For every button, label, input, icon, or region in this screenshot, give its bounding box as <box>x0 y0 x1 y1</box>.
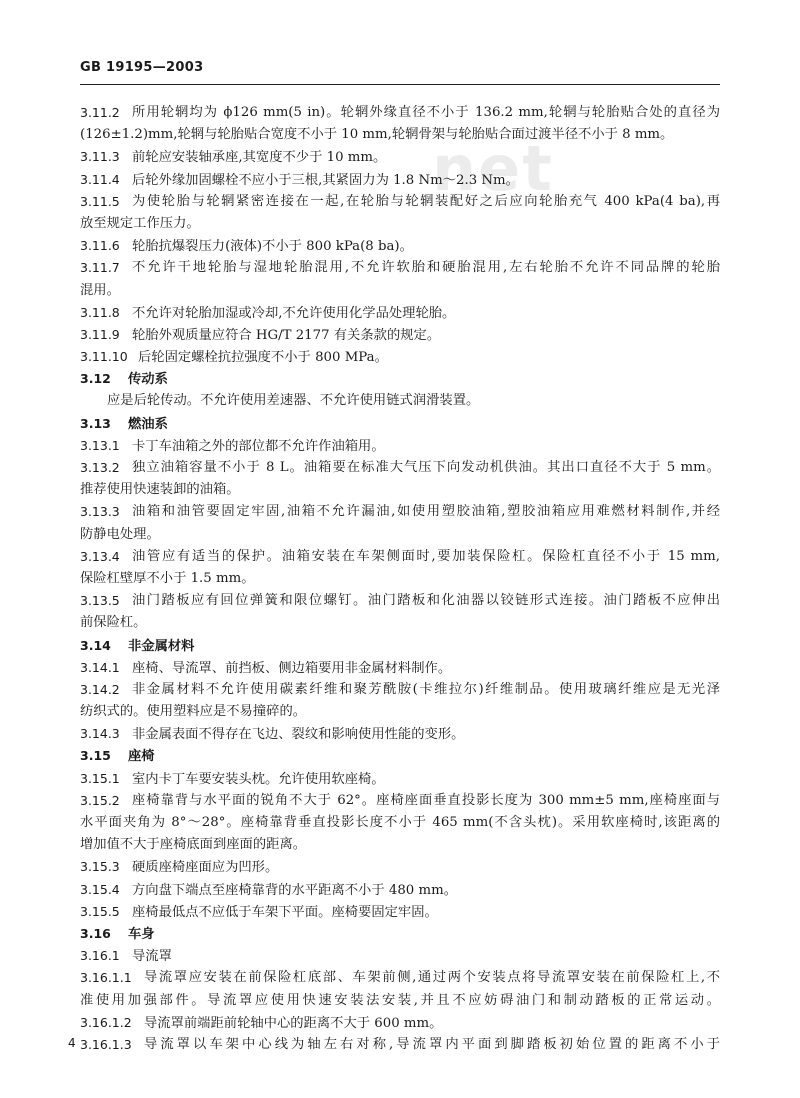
clause-number: 3.14.3 <box>80 726 120 742</box>
clause-text: 硬质座椅座面应为凹形。 <box>132 860 279 876</box>
clause-number: 3.16.1.1 <box>80 970 132 986</box>
clause-line <box>80 346 720 368</box>
page-number: 4 <box>68 1036 76 1050</box>
clause-number: 3.11.7 <box>80 260 120 276</box>
clause-text: 为使轮胎与轮辋紧密连接在一起,在轮胎与轮辋装配好之后应向轮胎充气 400 kPa(4 ba),再 <box>132 193 720 209</box>
clause-number: 3.11.4 <box>80 171 120 187</box>
document-body <box>80 102 720 1056</box>
clause-text: 保险杠壁厚不小于 1.5 mm。 <box>80 570 255 586</box>
section-heading <box>80 635 720 657</box>
clause-text: 非金属表面不得存在飞边、裂纹和影响使用性能的变形。 <box>132 727 465 743</box>
clause-number: 3.13.5 <box>80 593 120 609</box>
text-line <box>80 280 720 302</box>
clause-text: 不允许干地轮胎与湿地轮胎混用,不允许软胎和硬胎混用,左右轮胎不允许不同品牌的轮胎 <box>132 260 720 276</box>
clause-text: 前保险杠。 <box>80 615 147 631</box>
clause-line <box>80 790 720 812</box>
clause-line <box>80 590 720 612</box>
text-line <box>80 701 720 723</box>
clause-line <box>80 856 720 878</box>
clause-text: 导流罩 <box>132 949 172 965</box>
clause-line <box>80 1012 720 1034</box>
clause-text: 放至规定工作压力。 <box>80 215 200 231</box>
clause-text: 混用。 <box>80 282 120 298</box>
clause-text: 独立油箱容量不小于 8 L。油箱要在标准大气压下向发动机供油。其出口直径不大于 5 mm。 <box>132 460 720 475</box>
section-heading <box>80 368 720 390</box>
clause-number: 3.13.1 <box>80 437 120 453</box>
clause-line <box>80 146 720 168</box>
clause-text: 水平面夹角为 8°～28°。座椅靠背垂直投影长度不小于 465 mm(不含头枕)。采用软座椅时,该距离的 <box>80 815 720 830</box>
clause-text: 室内卡丁车要安装头枕。允许使用软座椅。 <box>132 771 385 787</box>
clause-text: 传动系 <box>128 372 168 388</box>
clause-text: 油管应有适当的保护。油箱安装在车架侧面时,要加装保险杠。保险杠直径不小于 15 mm, <box>132 548 720 564</box>
text-line <box>80 990 720 1012</box>
clause-text: 导流罩前端距前轮轴中心的距离不大于 600 mm。 <box>144 1015 443 1031</box>
section-heading <box>80 745 720 767</box>
clause-line <box>80 945 720 967</box>
clause-line <box>80 169 720 191</box>
clause-text: 不允许对轮胎加湿或冷却,不允许使用化学品处理轮胎。 <box>132 305 456 321</box>
header-rule <box>80 84 720 85</box>
clause-number: 3.11.5 <box>80 193 120 209</box>
clause-number: 3.12 <box>80 371 111 387</box>
clause-text: 应是后轮传动。不允许使用差速器、不允许使用链式润滑装置。 <box>107 393 480 409</box>
clause-text: 推荐使用快速装卸的油箱。 <box>80 482 240 498</box>
clause-text: 方向盘下端点至座椅靠背的水平距离不小于 480 mm。 <box>132 882 457 898</box>
watermark: net <box>432 132 554 205</box>
clause-text: 油箱和油管要固定牢固,油箱不允许漏油,如使用塑胶油箱,塑胶油箱应用难燃材料制作,并经 <box>132 504 720 520</box>
clause-text: 准使用加强部件。导流罩应使用快速安装法安装,并且不应妨碍油门和制动踏板的正常运动。 <box>80 992 720 1008</box>
clause-text: 座椅 <box>128 749 155 765</box>
text-line <box>80 612 720 634</box>
clause-text: 轮胎抗爆裂压力(液体)不小于 800 kPa(8 ba)。 <box>132 239 413 255</box>
clause-line <box>80 457 720 479</box>
clause-number: 3.15.3 <box>80 859 120 875</box>
clause-number: 3.13.4 <box>80 548 120 564</box>
clause-number: 3.15.5 <box>80 903 120 919</box>
clause-number: 3.11.2 <box>80 105 120 120</box>
clause-line <box>80 1034 720 1056</box>
clause-text: 导流罩应安装在前保险杠底部、车架前侧,通过两个安装点将导流罩安装在前保险杠上,不 <box>144 970 720 986</box>
clause-number: 3.16.1.2 <box>80 1014 132 1030</box>
text-line <box>80 124 720 146</box>
standard-header: GB 19195—2003 <box>80 60 204 75</box>
clause-number: 3.11.3 <box>80 149 120 165</box>
clause-line <box>80 302 720 324</box>
clause-line <box>80 102 720 124</box>
section-heading <box>80 923 720 945</box>
clause-number: 3.15.1 <box>80 770 120 786</box>
clause-number: 3.14.2 <box>80 681 120 697</box>
clause-text: 增加值不大于座椅底面到座面的距离。 <box>80 837 307 853</box>
clause-line <box>80 768 720 790</box>
clause-text: 非金属材料 <box>128 638 195 654</box>
clause-number: 3.15 <box>80 748 111 764</box>
text-line <box>80 834 720 856</box>
clause-number: 3.13 <box>80 415 111 431</box>
clause-number: 3.15.4 <box>80 881 120 897</box>
clause-text: 后轮固定螺栓抗拉强度不小于 800 MPa。 <box>138 350 388 366</box>
clause-text: 轮胎外观质量应符合 HG/T 2177 有关条款的规定。 <box>132 327 441 343</box>
section-heading <box>80 413 720 435</box>
clause-line <box>80 879 720 901</box>
clause-text: 车身 <box>128 926 155 942</box>
clause-number: 3.15.2 <box>80 792 120 808</box>
clause-text: 后轮外缘加固螺栓不应小于三根,其紧固力为 1.8 Nm～2.3 Nm。 <box>132 172 519 188</box>
clause-line <box>80 235 720 257</box>
clause-line <box>80 501 720 523</box>
clause-line <box>80 324 720 346</box>
clause-line <box>80 679 720 701</box>
clause-number: 3.11.10 <box>80 349 128 365</box>
text-line <box>80 812 720 834</box>
clause-number: 3.16.1.3 <box>80 1036 132 1052</box>
clause-text: 前轮应安装轴承座,其宽度不少于 10 mm。 <box>132 150 387 166</box>
clause-text: (126±1.2)mm,轮辋与轮胎贴合宽度不小于 10 mm,轮辋骨架与轮胎贴合面过渡半径不小于 8 mm。 <box>80 127 674 143</box>
clause-text: 防静电处理。 <box>80 526 160 542</box>
clause-number: 3.13.2 <box>80 460 120 475</box>
clause-text: 导流罩以车架中心线为轴左右对称,导流罩内平面到脚踏板初始位置的距离不小于 <box>144 1036 720 1052</box>
text-line <box>80 524 720 546</box>
clause-text: 座椅、导流罩、前挡板、侧边箱要用非金属材料制作。 <box>132 660 452 676</box>
clause-number: 3.11.8 <box>80 304 120 320</box>
clause-text: 油门踏板应有回位弹簧和限位螺钉。油门踏板和化油器以铰链形式连接。油门踏板不应伸出 <box>132 593 720 609</box>
clause-line <box>80 901 720 923</box>
clause-text: 燃油系 <box>128 416 168 432</box>
clause-number: 3.16 <box>80 925 111 941</box>
clause-number: 3.13.3 <box>80 504 120 520</box>
text-line <box>80 213 720 235</box>
clause-text: 座椅最低点不应低于车架下平面。座椅要固定牢固。 <box>132 904 438 920</box>
clause-line <box>80 257 720 279</box>
clause-text: 所用轮辋均为 ϕ126 mm(5 in)。轮辋外缘直径不小于 136.2 mm,轮辋与轮胎贴合处的直径为 <box>132 105 720 120</box>
clause-number: 3.11.6 <box>80 238 120 254</box>
clause-line <box>80 723 720 745</box>
clause-number: 3.11.9 <box>80 326 120 342</box>
clause-text: 卡丁车油箱之外的部位都不允许作油箱用。 <box>132 438 385 454</box>
clause-line <box>80 546 720 568</box>
clause-line <box>80 657 720 679</box>
clause-number: 3.16.1 <box>80 948 120 964</box>
text-line <box>80 568 720 590</box>
text-line <box>80 479 720 501</box>
clause-number: 3.14.1 <box>80 659 120 675</box>
clause-number: 3.14 <box>80 637 111 653</box>
clause-line <box>80 967 720 989</box>
clause-line <box>80 191 720 213</box>
clause-text: 座椅靠背与水平面的锐角不大于 62°。座椅座面垂直投影长度为 300 mm±5 mm,座椅座面与 <box>132 792 720 808</box>
clause-text: 纺织式的。使用塑料应是不易撞碎的。 <box>80 704 307 720</box>
clause-text: 非金属材料不允许使用碳素纤维和聚芳酰胺(卡维拉尔)纤维制品。使用玻璃纤维应是无光泽 <box>132 681 720 697</box>
paragraph-line <box>80 390 720 412</box>
clause-line <box>80 435 720 457</box>
